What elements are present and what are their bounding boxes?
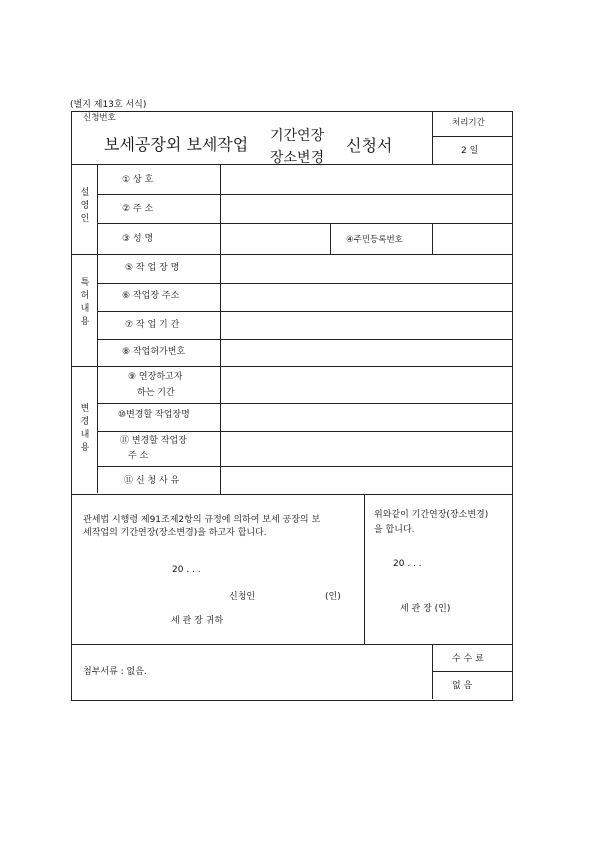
work-period-field[interactable]: [222, 313, 510, 338]
declaration-date: 20 . . .: [172, 565, 201, 575]
title-suffix: 신청서: [346, 136, 393, 155]
applicant-seal: (인): [325, 592, 341, 602]
reason-field[interactable]: [222, 468, 510, 492]
approval-line-1: 위와같이 기간연장(장소변경): [374, 510, 489, 520]
form-reference: (별지 제13호 서식): [70, 100, 147, 110]
site-address-field[interactable]: [222, 285, 510, 310]
work-period-label: ⑦ 작 업 기 간: [125, 320, 180, 330]
approval-date: 20 . . .: [393, 559, 422, 569]
extension-period-field[interactable]: [222, 368, 510, 402]
new-site-address-label-1: ⑪ 변경할 작업장: [120, 436, 187, 446]
approval-line-2: 을 합니다.: [374, 525, 415, 535]
address-field[interactable]: [222, 196, 510, 222]
company-name-label: ① 상 호: [122, 175, 154, 185]
address-label: ② 주 소: [122, 204, 154, 214]
new-site-name-label: ⑩변경할 작업장명: [118, 410, 190, 420]
resident-number-label: ④주민등록번호: [346, 235, 403, 245]
section-column-line: [97, 164, 98, 493]
change-section-label: 변 경 내 용: [80, 404, 90, 453]
processing-period-value: 2 일: [461, 146, 479, 156]
label-column-line: [220, 164, 221, 494]
reason-label: ⑪ 신 청 사 유: [124, 476, 180, 486]
processing-period-label: 처리기간: [452, 118, 485, 128]
declaration-line-1: 관세법 시행령 제91조제2항의 규정에 의하여 보세 공장의 보: [83, 515, 321, 525]
company-name-field[interactable]: [222, 166, 510, 193]
person-name-field[interactable]: [222, 225, 328, 252]
new-site-address-label-2: 주 소: [128, 451, 149, 461]
fee-label: 수 수 료: [452, 654, 484, 664]
person-name-label: ③ 성 명: [122, 234, 154, 244]
header-divider: [432, 111, 433, 164]
site-address-label: ⑥ 작업장 주소: [122, 291, 180, 301]
form-title: 보세공장외 보세작업: [104, 135, 249, 154]
declaration-line-2: 세작업의 기간연장(장소변경)을 하고자 합니다.: [83, 528, 267, 538]
declaration-divider: [364, 494, 365, 644]
approval-official: 세 관 장 (인): [400, 604, 451, 614]
extension-period-label-2: 하는 기간: [137, 388, 175, 398]
permit-number-label: ⑧ 작업허가번호: [122, 347, 186, 357]
new-site-address-field[interactable]: [222, 433, 510, 465]
permit-section-label: 특 허 내 용: [80, 278, 90, 327]
site-name-field[interactable]: [222, 256, 510, 282]
header-bottom-line: [71, 164, 512, 165]
applicant-section-label: 설 영 인: [80, 188, 90, 224]
resident-number-field[interactable]: [434, 225, 510, 252]
application-number-label: 신청번호: [83, 113, 116, 123]
permit-number-field[interactable]: [222, 341, 510, 365]
applicant-signature-label: 신청인: [229, 592, 256, 602]
extension-period-label-1: ⑨ 연장하고자: [128, 372, 183, 382]
title-option-extension: 기간연장: [270, 128, 325, 144]
fee-value: 없 음: [452, 681, 473, 691]
addressee: 세 관 장 귀하: [171, 616, 224, 626]
period-divider: [432, 136, 512, 137]
title-option-relocation: 장소변경: [270, 150, 325, 166]
attachments-note: 첨부서류 : 없음.: [83, 667, 147, 677]
new-site-name-field[interactable]: [222, 405, 510, 429]
site-name-label: ⑤ 작 업 장 명: [125, 263, 180, 273]
